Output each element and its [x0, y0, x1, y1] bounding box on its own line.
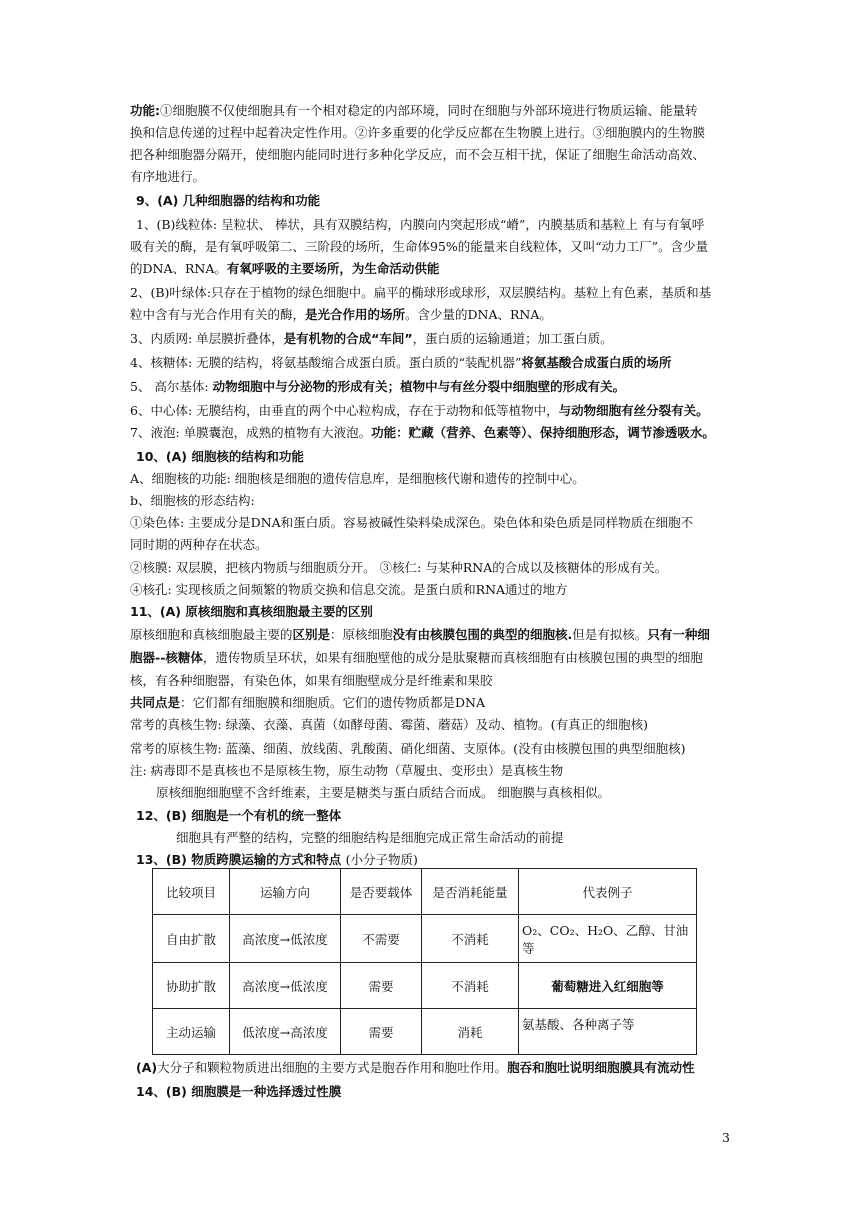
- text-span: 3、内质网: 单层膜折叠体，: [130, 331, 284, 346]
- text-span: 吸有关的酶，是有氧呼吸第二、三阶段的场所，生命体95%的能量来自线粒体，又叫“动力工厂”。含少量: [130, 239, 709, 254]
- bold-span: 有氧呼吸的主要场所，为生命活动供能: [226, 261, 440, 276]
- bold-span: 功能：贮藏（营养、色素等）、保持细胞形态，调节渗透吸水。: [371, 425, 715, 440]
- bold-span: (A): [136, 1060, 158, 1075]
- table-cell: 葡萄糖进入红细胞等: [519, 963, 697, 1009]
- text-span: (小分子物质): [345, 852, 418, 867]
- table-cell: 低浓度→高浓度: [230, 1009, 341, 1055]
- text-line: [130, 468, 735, 490]
- text-span: b、细胞核的形态结构:: [130, 493, 255, 508]
- text-span: 注: 病毒即不是真核也不是原核生物，原生动物（草履虫、变形虫）是真核生物: [130, 763, 564, 778]
- text-span: 粒中含有与光合作用有关的酶，: [130, 307, 306, 322]
- table-cell: 高浓度→低浓度: [230, 915, 341, 963]
- text-span: ：原核细胞: [330, 627, 393, 642]
- text-span: 5、 高尔基体:: [130, 379, 213, 394]
- table-cell: 消耗: [422, 1009, 519, 1055]
- page-number: 3: [722, 1130, 730, 1145]
- text-line: [130, 714, 735, 736]
- bold-span: 没有由核膜包围的典型的细胞核.: [392, 627, 573, 642]
- heading-text: 10、(A) 细胞核的结构和功能: [136, 449, 304, 464]
- text-span: ：它们都有细胞膜和细胞质。它们的遗传物质都是DNA: [180, 695, 486, 710]
- text-line: [130, 738, 735, 760]
- text-span: 同时期的两种存在状态。: [130, 537, 268, 552]
- header-cell: 是否消耗能量: [422, 869, 519, 915]
- text-span: 原核细胞细胞壁不含纤维素，主要是糖类与蛋白质结合而成。 细胞膜与真核相似。: [156, 785, 610, 800]
- transport-table: [152, 868, 697, 1055]
- section-heading: [136, 446, 741, 468]
- text-line: [130, 100, 735, 122]
- text-span: A、细胞核的功能: 细胞核是细胞的遗传信息库，是细胞核代谢和遗传的控制中心。: [130, 471, 585, 486]
- text-span: 有序地进行。: [130, 169, 206, 184]
- text-span: 核，有各种细胞器，有染色体，如果有细胞壁成分是纤维素和果胶: [130, 673, 493, 688]
- text-line: [156, 782, 761, 804]
- text-line: [130, 166, 735, 188]
- heading-text: 14、(B) 细胞膜是一种选择透过性膜: [136, 1084, 342, 1099]
- bold-span: 只有一种细: [647, 627, 710, 642]
- table-header-row: [153, 869, 697, 915]
- text-line: [130, 236, 735, 258]
- text-line: [130, 258, 735, 280]
- text-line: [130, 304, 735, 326]
- table-row: [153, 1009, 697, 1055]
- text-span: 7、液泡: 单膜囊泡，成熟的植物有大液泡。: [130, 425, 372, 440]
- text-line: [130, 760, 735, 782]
- text-span: 2、(B)叶绿体:只存在于植物的绿色细胞中。扁平的椭球形或球形，双层膜结构。基粒上有色素，基质和基: [130, 285, 712, 300]
- table-cell: 高浓度→低浓度: [230, 963, 341, 1009]
- heading-text: 11、(A) 原核细胞和真核细胞最主要的区别: [130, 604, 373, 619]
- bold-span: 区别是: [292, 627, 331, 642]
- text-span: 6、中心体: 无膜结构，由垂直的两个中心粒构成，存在于动物和低等植物中，: [130, 403, 559, 418]
- heading-text: 13、(B) 物质跨膜运输的方式和特点: [136, 852, 346, 867]
- text-span: 细胞具有严整的结构，完整的细胞结构是细胞完成正常生命活动的前提: [176, 830, 564, 845]
- text-span: 原核细胞和真核细胞最主要的: [130, 627, 293, 642]
- bold-span: 将氨基酸合成蛋白质的场所: [521, 355, 672, 370]
- text-line: [130, 328, 735, 350]
- text-line: [136, 214, 741, 236]
- text-line: [130, 624, 735, 646]
- section-heading: [136, 1081, 741, 1103]
- header-cell: 是否要载体: [341, 869, 422, 915]
- text-line: [130, 534, 735, 556]
- text-line: [130, 579, 735, 601]
- bold-span: 共同点是: [130, 695, 181, 710]
- text-span: ①细胞膜不仅使细胞具有一个相对稳定的内部环境，同时在细胞与外部环境进行物质运输、能量转: [160, 103, 698, 118]
- table-cell: 主动运输: [153, 1009, 230, 1055]
- bold-span: 胞吞和胞吐说明细胞膜具有流动性: [507, 1060, 695, 1075]
- table-row: [153, 963, 697, 1009]
- text-line: [130, 692, 735, 714]
- text-line: [130, 557, 735, 579]
- header-cell: 运输方向: [230, 869, 341, 915]
- text-span: 常考的真核生物: 绿藻、衣藻、真菌（如酵母菌、霉菌、蘑菇）及动、植物。(有真正的细胞核): [130, 717, 648, 732]
- table-cell: 不消耗: [422, 915, 519, 963]
- text-line: [130, 144, 735, 166]
- text-span: 把各种细胞器分隔开，使细胞内能同时进行多种化学反应，而不会互相干扰，保证了细胞生命活动高效、: [130, 147, 706, 162]
- table-cell: 需要: [341, 1009, 422, 1055]
- text-span: 换和信息传递的过程中起着决定性作用。②许多重要的化学反应都在生物膜上进行。③细胞膜内的生物膜: [130, 125, 706, 140]
- table-cell: 协助扩散: [153, 963, 230, 1009]
- text-line: [136, 1057, 741, 1079]
- section-heading: [130, 601, 735, 623]
- text-span: 但是有拟核。: [572, 627, 648, 642]
- text-line: [130, 400, 735, 422]
- text-line: [130, 282, 735, 304]
- text-span: 大分子和颗粒物质进出细胞的主要方式是胞吞作用和胞吐作用。: [157, 1060, 508, 1075]
- text-span: ②核膜: 双层膜，把核内物质与细胞质分开。 ③核仁: 与某种RNA的合成以及核糖体的形成有关。: [130, 560, 668, 575]
- section-heading: [136, 190, 741, 212]
- header-cell: 比较项目: [153, 869, 230, 915]
- bold-span: 是有机物的合成“车间”: [283, 331, 413, 346]
- text-span: ④核孔: 实现核质之间频繁的物质交换和信息交流。是蛋白质和RNA通过的地方: [130, 582, 568, 597]
- text-line: [130, 352, 735, 374]
- text-line: [130, 490, 735, 512]
- table-cell: 氨基酸、各种离子等: [519, 1009, 697, 1055]
- label-function: 功能:: [130, 103, 160, 118]
- text-line: [130, 670, 735, 692]
- header-cell: 代表例子: [519, 869, 697, 915]
- section-heading: [136, 805, 741, 827]
- heading-text: 9、(A) 几种细胞器的结构和功能: [136, 193, 321, 208]
- text-span: 1、(B)线粒体: 呈粒状、 棒状，具有双膜结构，内膜向内突起形成“嵴”，内膜基质和基粒上 有与有氧呼: [136, 217, 705, 232]
- heading-text: 12、(B) 细胞是一个有机的统一整体: [136, 808, 342, 823]
- text-span: 4、核糖体: 无膜的结构，将氨基酸缩合成蛋白质。蛋白质的“装配机器”: [130, 355, 522, 370]
- text-span: ①染色体: 主要成分是DNA和蛋白质。容易被碱性染料染成深色。染色体和染色质是同样物质在细胞不: [130, 515, 694, 530]
- text-span: ，蛋白质的运输通道；加工蛋白质。: [412, 331, 613, 346]
- text-span: 的DNA、RNA。: [130, 261, 227, 276]
- text-line: [130, 647, 735, 669]
- bold-span: 与动物细胞有丝分裂有关。: [558, 403, 709, 418]
- table-cell: 不消耗: [422, 963, 519, 1009]
- text-line: [130, 422, 735, 444]
- table-row: [153, 915, 697, 963]
- text-span: 。含少量的DNA、RNA。: [405, 307, 552, 322]
- table-cell: 自由扩散: [153, 915, 230, 963]
- bold-span: 是光合作用的场所: [305, 307, 406, 322]
- text-span: ，遗传物质呈环状，如果有细胞壁他的成分是肽聚糖而真核细胞有由核膜包围的典型的细胞: [202, 650, 703, 665]
- bold-span: 胞器--核糖体: [130, 650, 203, 665]
- text-span: 常考的原核生物: 蓝藻、细菌、放线菌、乳酸菌、硝化细菌、支原体。(没有由核膜包围的典型细胞核): [130, 741, 686, 756]
- table-cell: O₂、CO₂、H₂O、乙醇、甘油等: [519, 915, 697, 963]
- text-line: [176, 827, 781, 849]
- text-line: [130, 122, 735, 144]
- table-cell: 需要: [341, 963, 422, 1009]
- text-line: [130, 512, 735, 534]
- text-line: [130, 376, 735, 398]
- bold-span: 动物细胞中与分泌物的形成有关；植物中与有丝分裂中细胞壁的形成有关。: [212, 379, 626, 394]
- table-cell: 不需要: [341, 915, 422, 963]
